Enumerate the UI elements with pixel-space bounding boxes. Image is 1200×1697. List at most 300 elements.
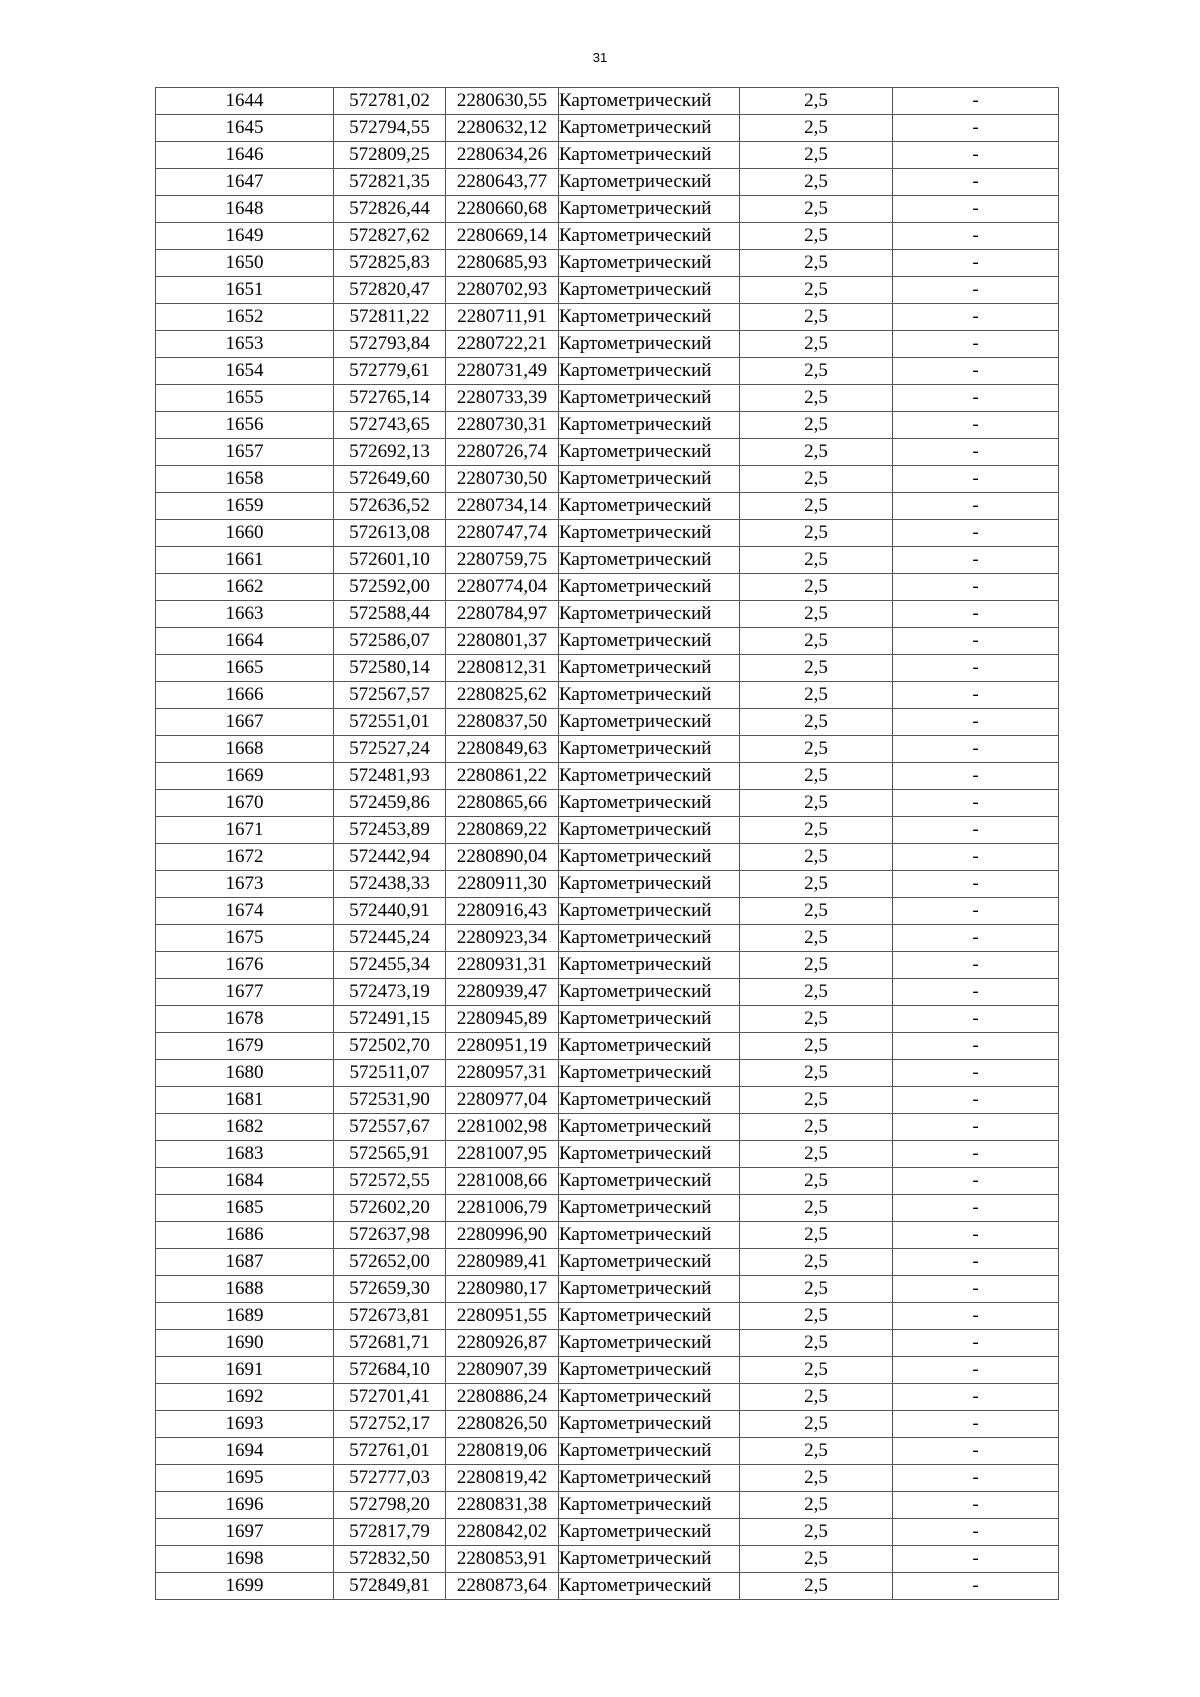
x-coordinate-cell: 572827,62	[334, 223, 446, 250]
y-coordinate-cell: 2280730,31	[446, 412, 559, 439]
method-cell: Картометрический	[559, 1438, 740, 1465]
y-coordinate-cell: 2280916,43	[446, 898, 559, 925]
point-number-cell: 1679	[156, 1033, 334, 1060]
accuracy-cell: 2,5	[740, 1411, 893, 1438]
y-coordinate-cell: 2280996,90	[446, 1222, 559, 1249]
table-row	[156, 358, 1059, 385]
accuracy-cell: 2,5	[740, 952, 893, 979]
accuracy-cell: 2,5	[740, 412, 893, 439]
description-cell: -	[893, 1303, 1059, 1330]
description-cell: -	[893, 1357, 1059, 1384]
method-cell: Картометрический	[559, 1546, 740, 1573]
point-number-cell: 1665	[156, 655, 334, 682]
accuracy-cell: 2,5	[740, 277, 893, 304]
method-cell: Картометрический	[559, 979, 740, 1006]
x-coordinate-cell: 572455,34	[334, 952, 446, 979]
description-cell: -	[893, 439, 1059, 466]
x-coordinate-cell: 572793,84	[334, 331, 446, 358]
table-row	[156, 1492, 1059, 1519]
accuracy-cell: 2,5	[740, 1573, 893, 1600]
x-coordinate-cell: 572438,33	[334, 871, 446, 898]
x-coordinate-cell: 572531,90	[334, 1087, 446, 1114]
point-number-cell: 1698	[156, 1546, 334, 1573]
description-cell: -	[893, 871, 1059, 898]
description-cell: -	[893, 898, 1059, 925]
x-coordinate-cell: 572636,52	[334, 493, 446, 520]
accuracy-cell: 2,5	[740, 898, 893, 925]
method-cell: Картометрический	[559, 574, 740, 601]
x-coordinate-cell: 572453,89	[334, 817, 446, 844]
x-coordinate-cell: 572601,10	[334, 547, 446, 574]
description-cell: -	[893, 277, 1059, 304]
coordinates-table-body	[156, 88, 1059, 1600]
description-cell: -	[893, 1411, 1059, 1438]
table-row	[156, 331, 1059, 358]
accuracy-cell: 2,5	[740, 331, 893, 358]
table-row	[156, 1384, 1059, 1411]
method-cell: Картометрический	[559, 331, 740, 358]
point-number-cell: 1689	[156, 1303, 334, 1330]
x-coordinate-cell: 572567,57	[334, 682, 446, 709]
table-row	[156, 493, 1059, 520]
description-cell: -	[893, 1168, 1059, 1195]
method-cell: Картометрический	[559, 1060, 740, 1087]
accuracy-cell: 2,5	[740, 1438, 893, 1465]
x-coordinate-cell: 572588,44	[334, 601, 446, 628]
point-number-cell: 1667	[156, 709, 334, 736]
point-number-cell: 1670	[156, 790, 334, 817]
point-number-cell: 1649	[156, 223, 334, 250]
y-coordinate-cell: 2280819,06	[446, 1438, 559, 1465]
accuracy-cell: 2,5	[740, 844, 893, 871]
y-coordinate-cell: 2280931,31	[446, 952, 559, 979]
description-cell: -	[893, 1276, 1059, 1303]
method-cell: Картометрический	[559, 871, 740, 898]
x-coordinate-cell: 572681,71	[334, 1330, 446, 1357]
x-coordinate-cell: 572811,22	[334, 304, 446, 331]
accuracy-cell: 2,5	[740, 871, 893, 898]
table-row	[156, 520, 1059, 547]
table-row	[156, 790, 1059, 817]
y-coordinate-cell: 2280890,04	[446, 844, 559, 871]
description-cell: -	[893, 628, 1059, 655]
y-coordinate-cell: 2280660,68	[446, 196, 559, 223]
x-coordinate-cell: 572826,44	[334, 196, 446, 223]
method-cell: Картометрический	[559, 763, 740, 790]
description-cell: -	[893, 709, 1059, 736]
method-cell: Картометрический	[559, 1492, 740, 1519]
method-cell: Картометрический	[559, 1114, 740, 1141]
description-cell: -	[893, 1195, 1059, 1222]
table-row	[156, 1006, 1059, 1033]
table-row	[156, 979, 1059, 1006]
x-coordinate-cell: 572761,01	[334, 1438, 446, 1465]
accuracy-cell: 2,5	[740, 1519, 893, 1546]
x-coordinate-cell: 572692,13	[334, 439, 446, 466]
y-coordinate-cell: 2280951,19	[446, 1033, 559, 1060]
y-coordinate-cell: 2280989,41	[446, 1249, 559, 1276]
description-cell: -	[893, 844, 1059, 871]
y-coordinate-cell: 2280669,14	[446, 223, 559, 250]
table-row	[156, 628, 1059, 655]
y-coordinate-cell: 2280977,04	[446, 1087, 559, 1114]
point-number-cell: 1681	[156, 1087, 334, 1114]
point-number-cell: 1678	[156, 1006, 334, 1033]
method-cell: Картометрический	[559, 196, 740, 223]
accuracy-cell: 2,5	[740, 1141, 893, 1168]
description-cell: -	[893, 1249, 1059, 1276]
table-row	[156, 1060, 1059, 1087]
description-cell: -	[893, 1519, 1059, 1546]
description-cell: -	[893, 1330, 1059, 1357]
x-coordinate-cell: 572502,70	[334, 1033, 446, 1060]
y-coordinate-cell: 2280731,49	[446, 358, 559, 385]
accuracy-cell: 2,5	[740, 1303, 893, 1330]
point-number-cell: 1699	[156, 1573, 334, 1600]
table-row	[156, 250, 1059, 277]
y-coordinate-cell: 2280951,55	[446, 1303, 559, 1330]
x-coordinate-cell: 572701,41	[334, 1384, 446, 1411]
description-cell: -	[893, 385, 1059, 412]
method-cell: Картометрический	[559, 1573, 740, 1600]
x-coordinate-cell: 572602,20	[334, 1195, 446, 1222]
description-cell: -	[893, 250, 1059, 277]
y-coordinate-cell: 2280801,37	[446, 628, 559, 655]
table-row	[156, 763, 1059, 790]
method-cell: Картометрический	[559, 304, 740, 331]
method-cell: Картометрический	[559, 1141, 740, 1168]
table-row	[156, 682, 1059, 709]
y-coordinate-cell: 2280685,93	[446, 250, 559, 277]
accuracy-cell: 2,5	[740, 1276, 893, 1303]
description-cell: -	[893, 1006, 1059, 1033]
table-row	[156, 1195, 1059, 1222]
method-cell: Картометрический	[559, 250, 740, 277]
description-cell: -	[893, 169, 1059, 196]
accuracy-cell: 2,5	[740, 142, 893, 169]
method-cell: Картометрический	[559, 655, 740, 682]
point-number-cell: 1645	[156, 115, 334, 142]
point-number-cell: 1654	[156, 358, 334, 385]
x-coordinate-cell: 572565,91	[334, 1141, 446, 1168]
accuracy-cell: 2,5	[740, 1114, 893, 1141]
x-coordinate-cell: 572849,81	[334, 1573, 446, 1600]
y-coordinate-cell: 2280819,42	[446, 1465, 559, 1492]
y-coordinate-cell: 2280812,31	[446, 655, 559, 682]
accuracy-cell: 2,5	[740, 601, 893, 628]
y-coordinate-cell: 2280907,39	[446, 1357, 559, 1384]
x-coordinate-cell: 572821,35	[334, 169, 446, 196]
x-coordinate-cell: 572832,50	[334, 1546, 446, 1573]
point-number-cell: 1655	[156, 385, 334, 412]
x-coordinate-cell: 572820,47	[334, 277, 446, 304]
accuracy-cell: 2,5	[740, 439, 893, 466]
y-coordinate-cell: 2280733,39	[446, 385, 559, 412]
table-row	[156, 1357, 1059, 1384]
x-coordinate-cell: 572817,79	[334, 1519, 446, 1546]
accuracy-cell: 2,5	[740, 1330, 893, 1357]
table-row	[156, 1303, 1059, 1330]
method-cell: Картометрический	[559, 736, 740, 763]
table-row	[156, 1411, 1059, 1438]
y-coordinate-cell: 2280886,24	[446, 1384, 559, 1411]
point-number-cell: 1694	[156, 1438, 334, 1465]
y-coordinate-cell: 2280711,91	[446, 304, 559, 331]
table-row	[156, 1141, 1059, 1168]
accuracy-cell: 2,5	[740, 223, 893, 250]
point-number-cell: 1660	[156, 520, 334, 547]
method-cell: Картометрический	[559, 277, 740, 304]
point-number-cell: 1650	[156, 250, 334, 277]
method-cell: Картометрический	[559, 412, 740, 439]
x-coordinate-cell: 572527,24	[334, 736, 446, 763]
point-number-cell: 1676	[156, 952, 334, 979]
point-number-cell: 1647	[156, 169, 334, 196]
point-number-cell: 1696	[156, 1492, 334, 1519]
accuracy-cell: 2,5	[740, 358, 893, 385]
accuracy-cell: 2,5	[740, 1465, 893, 1492]
point-number-cell: 1662	[156, 574, 334, 601]
description-cell: -	[893, 196, 1059, 223]
method-cell: Картометрический	[559, 547, 740, 574]
x-coordinate-cell: 572825,83	[334, 250, 446, 277]
description-cell: -	[893, 547, 1059, 574]
x-coordinate-cell: 572572,55	[334, 1168, 446, 1195]
accuracy-cell: 2,5	[740, 574, 893, 601]
accuracy-cell: 2,5	[740, 790, 893, 817]
table-row	[156, 1465, 1059, 1492]
table-row	[156, 655, 1059, 682]
description-cell: -	[893, 952, 1059, 979]
point-number-cell: 1697	[156, 1519, 334, 1546]
y-coordinate-cell: 2280911,30	[446, 871, 559, 898]
method-cell: Картометрический	[559, 1222, 740, 1249]
description-cell: -	[893, 925, 1059, 952]
y-coordinate-cell: 2280861,22	[446, 763, 559, 790]
point-number-cell: 1691	[156, 1357, 334, 1384]
accuracy-cell: 2,5	[740, 88, 893, 115]
x-coordinate-cell: 572779,61	[334, 358, 446, 385]
point-number-cell: 1644	[156, 88, 334, 115]
y-coordinate-cell: 2280957,31	[446, 1060, 559, 1087]
y-coordinate-cell: 2280849,63	[446, 736, 559, 763]
point-number-cell: 1695	[156, 1465, 334, 1492]
description-cell: -	[893, 817, 1059, 844]
point-number-cell: 1657	[156, 439, 334, 466]
table-row	[156, 1276, 1059, 1303]
y-coordinate-cell: 2280939,47	[446, 979, 559, 1006]
accuracy-cell: 2,5	[740, 925, 893, 952]
x-coordinate-cell: 572673,81	[334, 1303, 446, 1330]
x-coordinate-cell: 572557,67	[334, 1114, 446, 1141]
description-cell: -	[893, 574, 1059, 601]
table-row	[156, 1438, 1059, 1465]
accuracy-cell: 2,5	[740, 763, 893, 790]
method-cell: Картометрический	[559, 844, 740, 871]
method-cell: Картометрический	[559, 1357, 740, 1384]
table-row	[156, 1573, 1059, 1600]
method-cell: Картометрический	[559, 1330, 740, 1357]
y-coordinate-cell: 2280774,04	[446, 574, 559, 601]
accuracy-cell: 2,5	[740, 1222, 893, 1249]
x-coordinate-cell: 572445,24	[334, 925, 446, 952]
table-row	[156, 1519, 1059, 1546]
point-number-cell: 1685	[156, 1195, 334, 1222]
accuracy-cell: 2,5	[740, 115, 893, 142]
accuracy-cell: 2,5	[740, 979, 893, 1006]
description-cell: -	[893, 115, 1059, 142]
point-number-cell: 1675	[156, 925, 334, 952]
description-cell: -	[893, 790, 1059, 817]
page-number: 31	[592, 50, 608, 65]
method-cell: Картометрический	[559, 925, 740, 952]
y-coordinate-cell: 2280945,89	[446, 1006, 559, 1033]
point-number-cell: 1687	[156, 1249, 334, 1276]
table-row	[156, 925, 1059, 952]
x-coordinate-cell: 572752,17	[334, 1411, 446, 1438]
accuracy-cell: 2,5	[740, 1195, 893, 1222]
method-cell: Картометрический	[559, 169, 740, 196]
method-cell: Картометрический	[559, 790, 740, 817]
accuracy-cell: 2,5	[740, 736, 893, 763]
description-cell: -	[893, 1087, 1059, 1114]
method-cell: Картометрический	[559, 142, 740, 169]
point-number-cell: 1690	[156, 1330, 334, 1357]
method-cell: Картометрический	[559, 88, 740, 115]
accuracy-cell: 2,5	[740, 1357, 893, 1384]
accuracy-cell: 2,5	[740, 1492, 893, 1519]
accuracy-cell: 2,5	[740, 1033, 893, 1060]
method-cell: Картометрический	[559, 601, 740, 628]
table-row	[156, 736, 1059, 763]
table-row	[156, 709, 1059, 736]
description-cell: -	[893, 1141, 1059, 1168]
description-cell: -	[893, 1438, 1059, 1465]
table-row	[156, 1168, 1059, 1195]
x-coordinate-cell: 572794,55	[334, 115, 446, 142]
description-cell: -	[893, 88, 1059, 115]
method-cell: Картометрический	[559, 385, 740, 412]
x-coordinate-cell: 572481,93	[334, 763, 446, 790]
x-coordinate-cell: 572511,07	[334, 1060, 446, 1087]
method-cell: Картометрический	[559, 628, 740, 655]
y-coordinate-cell: 2280842,02	[446, 1519, 559, 1546]
description-cell: -	[893, 763, 1059, 790]
accuracy-cell: 2,5	[740, 493, 893, 520]
table-row	[156, 142, 1059, 169]
method-cell: Картометрический	[559, 1195, 740, 1222]
table-row	[156, 439, 1059, 466]
point-number-cell: 1664	[156, 628, 334, 655]
description-cell: -	[893, 979, 1059, 1006]
point-number-cell: 1661	[156, 547, 334, 574]
description-cell: -	[893, 1222, 1059, 1249]
y-coordinate-cell: 2280632,12	[446, 115, 559, 142]
accuracy-cell: 2,5	[740, 817, 893, 844]
x-coordinate-cell: 572637,98	[334, 1222, 446, 1249]
accuracy-cell: 2,5	[740, 304, 893, 331]
table-row	[156, 115, 1059, 142]
point-number-cell: 1672	[156, 844, 334, 871]
description-cell: -	[893, 1114, 1059, 1141]
table-row	[156, 1546, 1059, 1573]
y-coordinate-cell: 2280722,21	[446, 331, 559, 358]
y-coordinate-cell: 2281007,95	[446, 1141, 559, 1168]
point-number-cell: 1688	[156, 1276, 334, 1303]
method-cell: Картометрический	[559, 439, 740, 466]
accuracy-cell: 2,5	[740, 1384, 893, 1411]
method-cell: Картометрический	[559, 709, 740, 736]
table-row	[156, 466, 1059, 493]
accuracy-cell: 2,5	[740, 520, 893, 547]
x-coordinate-cell: 572649,60	[334, 466, 446, 493]
method-cell: Картометрический	[559, 952, 740, 979]
point-number-cell: 1659	[156, 493, 334, 520]
accuracy-cell: 2,5	[740, 250, 893, 277]
description-cell: -	[893, 358, 1059, 385]
point-number-cell: 1671	[156, 817, 334, 844]
method-cell: Картометрический	[559, 1006, 740, 1033]
point-number-cell: 1693	[156, 1411, 334, 1438]
accuracy-cell: 2,5	[740, 628, 893, 655]
y-coordinate-cell: 2280873,64	[446, 1573, 559, 1600]
description-cell: -	[893, 520, 1059, 547]
y-coordinate-cell: 2280784,97	[446, 601, 559, 628]
method-cell: Картометрический	[559, 682, 740, 709]
method-cell: Картометрический	[559, 817, 740, 844]
point-number-cell: 1652	[156, 304, 334, 331]
x-coordinate-cell: 572459,86	[334, 790, 446, 817]
description-cell: -	[893, 331, 1059, 358]
accuracy-cell: 2,5	[740, 709, 893, 736]
description-cell: -	[893, 1492, 1059, 1519]
method-cell: Картометрический	[559, 898, 740, 925]
accuracy-cell: 2,5	[740, 169, 893, 196]
x-coordinate-cell: 572586,07	[334, 628, 446, 655]
method-cell: Картометрический	[559, 1249, 740, 1276]
description-cell: -	[893, 736, 1059, 763]
x-coordinate-cell: 572765,14	[334, 385, 446, 412]
accuracy-cell: 2,5	[740, 1546, 893, 1573]
accuracy-cell: 2,5	[740, 1006, 893, 1033]
table-row	[156, 952, 1059, 979]
method-cell: Картометрический	[559, 1276, 740, 1303]
x-coordinate-cell: 572659,30	[334, 1276, 446, 1303]
point-number-cell: 1663	[156, 601, 334, 628]
table-row	[156, 1033, 1059, 1060]
description-cell: -	[893, 223, 1059, 250]
method-cell: Картометрический	[559, 493, 740, 520]
accuracy-cell: 2,5	[740, 385, 893, 412]
point-number-cell: 1646	[156, 142, 334, 169]
y-coordinate-cell: 2280630,55	[446, 88, 559, 115]
point-number-cell: 1692	[156, 1384, 334, 1411]
description-cell: -	[893, 1546, 1059, 1573]
x-coordinate-cell: 572491,15	[334, 1006, 446, 1033]
point-number-cell: 1677	[156, 979, 334, 1006]
x-coordinate-cell: 572613,08	[334, 520, 446, 547]
y-coordinate-cell: 2280837,50	[446, 709, 559, 736]
table-row	[156, 1330, 1059, 1357]
table-row	[156, 412, 1059, 439]
y-coordinate-cell: 2280853,91	[446, 1546, 559, 1573]
point-number-cell: 1684	[156, 1168, 334, 1195]
y-coordinate-cell: 2280923,34	[446, 925, 559, 952]
accuracy-cell: 2,5	[740, 682, 893, 709]
y-coordinate-cell: 2281008,66	[446, 1168, 559, 1195]
table-row	[156, 898, 1059, 925]
x-coordinate-cell: 572592,00	[334, 574, 446, 601]
